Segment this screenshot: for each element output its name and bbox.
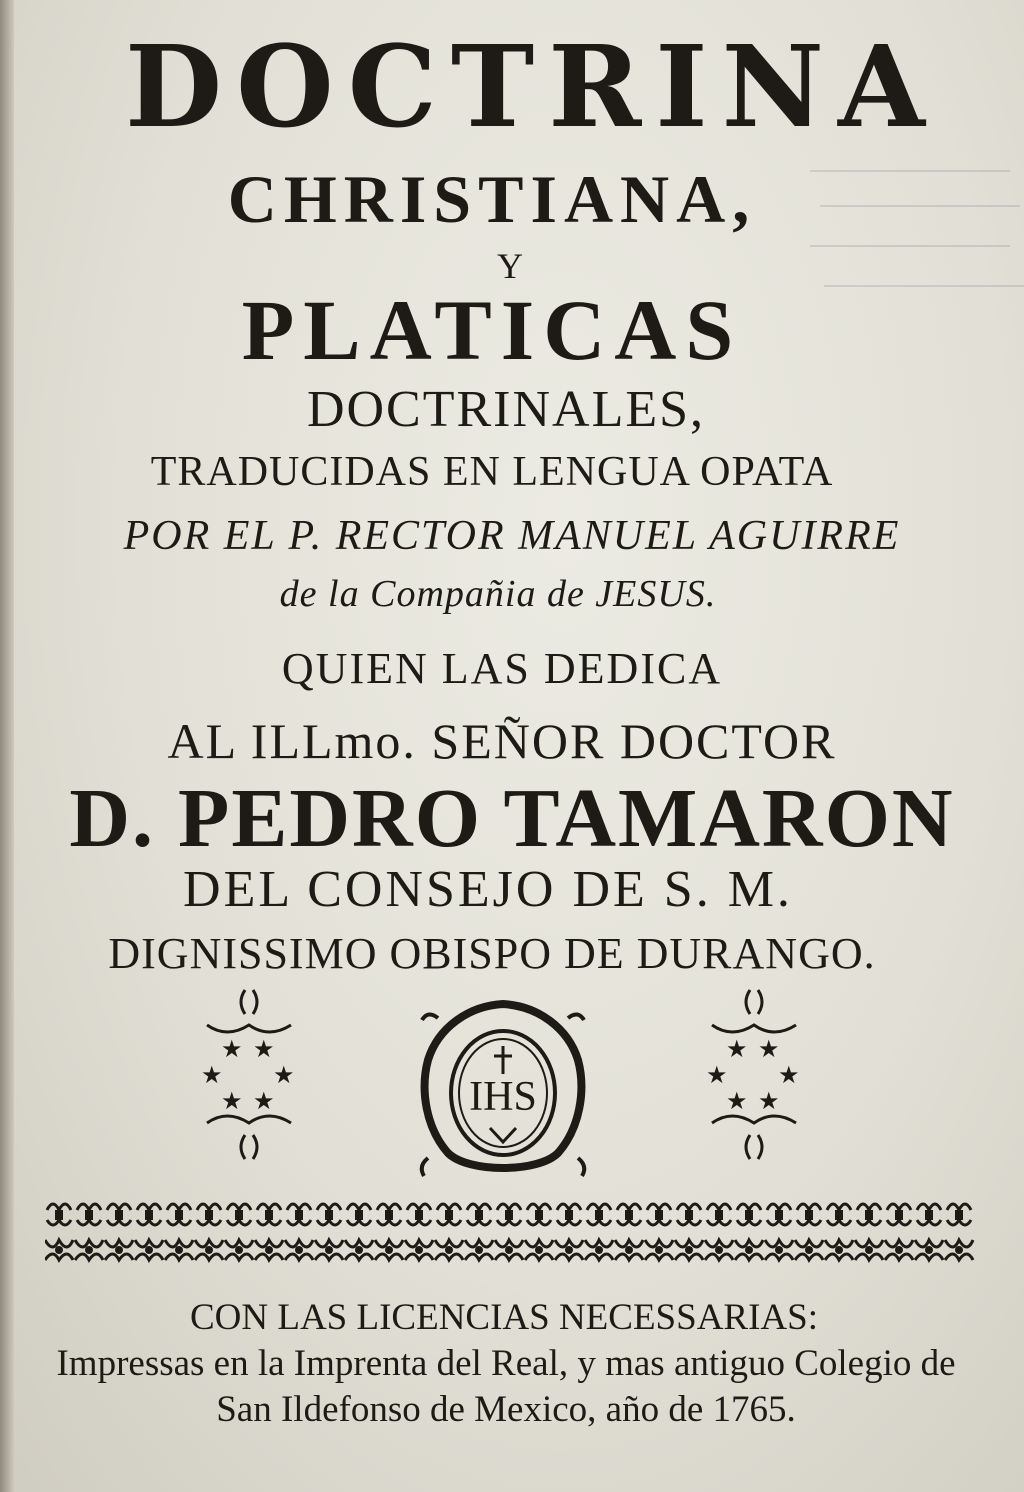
title-line-doctrinales: DOCTRINALES, (306, 381, 706, 438)
council-line: DEL CONSEJO DE S. M. (183, 861, 793, 918)
fleuron-top (737, 1204, 761, 1225)
dedicatee-title-line: AL ILLmo. SEÑOR DOCTOR (167, 713, 837, 769)
fleuron-bottom (555, 1240, 583, 1260)
fleuron-bottom (885, 1240, 913, 1260)
fleuron-bottom (765, 1240, 793, 1260)
fleuron-bottom (495, 1240, 523, 1260)
fleuron-bottom (615, 1240, 643, 1260)
fleuron-bottom (795, 1240, 823, 1260)
fleuron-top (347, 1204, 371, 1225)
fleuron-bottom (315, 1240, 343, 1260)
order-line: de la Compañia de JESUS. (279, 573, 717, 615)
fleuron-top (707, 1204, 731, 1225)
fleuron-bottom (735, 1240, 763, 1260)
fleuron-top (107, 1204, 131, 1225)
fleuron-bottom (45, 1240, 73, 1260)
svg-text:★: ★ (758, 1035, 780, 1063)
fleuron-top (197, 1204, 221, 1225)
fleuron-bottom (675, 1240, 703, 1260)
svg-text:★: ★ (778, 1061, 800, 1089)
svg-text:★: ★ (726, 1087, 748, 1115)
svg-text:★: ★ (726, 1035, 748, 1063)
svg-text:★: ★ (253, 1035, 275, 1063)
fleuron-bottom (135, 1240, 163, 1260)
fleuron-bottom (75, 1240, 103, 1260)
fleuron-top (497, 1204, 521, 1225)
fleuron-top (527, 1204, 551, 1225)
fleuron-top (467, 1204, 491, 1225)
imprint-licences-line: CON LAS LICENCIAS NECESSARIAS: (189, 1297, 819, 1338)
fleuron-bottom (375, 1240, 403, 1260)
fleuron-top (77, 1204, 101, 1225)
fleuron-bottom (345, 1240, 373, 1260)
fleuron-bottom (945, 1240, 973, 1260)
imprint-printer-line: Impressas en la Imprenta del Real, y mas antiguo Colegio de (56, 1343, 956, 1384)
fleuron-bottom (405, 1240, 433, 1260)
fleuron-top (767, 1204, 791, 1225)
fleuron-top (887, 1204, 911, 1225)
imprint-place-date-line: San Ildefonso de Mexico, año de 1765. (216, 1389, 796, 1430)
fleuron-bottom (855, 1240, 883, 1260)
svg-text:★: ★ (201, 1061, 223, 1089)
ihs-emblem-icon (418, 998, 588, 1183)
fleuron-bottom (525, 1240, 553, 1260)
svg-text:★: ★ (758, 1087, 780, 1115)
fleuron-top (287, 1204, 311, 1225)
fleuron-top (137, 1204, 161, 1225)
fleuron-bottom (645, 1240, 673, 1260)
fleuron-bottom (225, 1240, 253, 1260)
svg-text:IHS: IHS (469, 1074, 537, 1120)
fleuron-top (917, 1204, 941, 1225)
fleuron-bottom (255, 1240, 283, 1260)
fleuron-top (857, 1204, 881, 1225)
fleuron-top (47, 1204, 71, 1225)
star-cluster-ornament-icon (195, 985, 305, 1175)
fleuron-top (617, 1204, 641, 1225)
fleuron-bottom (705, 1240, 733, 1260)
fleuron-top (827, 1204, 851, 1225)
fleuron-border-icon (45, 1196, 975, 1268)
title-line-traducidas: TRADUCIDAS EN LENGUA OPATA (150, 449, 834, 495)
svg-text:★: ★ (253, 1087, 275, 1115)
fleuron-top (647, 1204, 671, 1225)
fleuron-bottom (825, 1240, 853, 1260)
fleuron-bottom (915, 1240, 943, 1260)
title-line-christiana: CHRISTIANA, (227, 161, 757, 237)
svg-text:★: ★ (221, 1087, 243, 1115)
fleuron-bottom (165, 1240, 193, 1260)
fleuron-top (797, 1204, 821, 1225)
fleuron-top (587, 1204, 611, 1225)
fleuron-top (557, 1204, 581, 1225)
fleuron-top (677, 1204, 701, 1225)
fleuron-top (167, 1204, 191, 1225)
dedication-line: QUIEN LAS DEDICA (281, 644, 723, 693)
svg-text:★: ★ (706, 1061, 728, 1089)
bishop-line: DIGNISSIMO OBISPO DE DURANGO. (108, 929, 876, 978)
fleuron-top (407, 1204, 431, 1225)
fleuron-bottom (195, 1240, 223, 1260)
fleuron-top (377, 1204, 401, 1225)
title-line-platicas: PLATICAS (241, 282, 743, 378)
fleuron-bottom (585, 1240, 613, 1260)
title-line-doctrina: DOCTRINA (125, 22, 939, 153)
fleuron-top (257, 1204, 281, 1225)
fleuron-bottom (285, 1240, 313, 1260)
svg-text:★: ★ (221, 1035, 243, 1063)
svg-text:★: ★ (273, 1061, 295, 1089)
dedicatee-name-line: D. PEDRO TAMARON (69, 772, 955, 865)
fleuron-bottom (465, 1240, 493, 1260)
fleuron-top (947, 1204, 971, 1225)
fleuron-top (317, 1204, 341, 1225)
author-line: POR EL P. RECTOR MANUEL AGUIRRE (123, 513, 901, 559)
star-cluster-ornament-icon (700, 985, 810, 1175)
title-line-y: Y (497, 246, 523, 286)
fleuron-bottom (435, 1240, 463, 1260)
fleuron-top (437, 1204, 461, 1225)
fleuron-bottom (105, 1240, 133, 1260)
fleuron-top (227, 1204, 251, 1225)
